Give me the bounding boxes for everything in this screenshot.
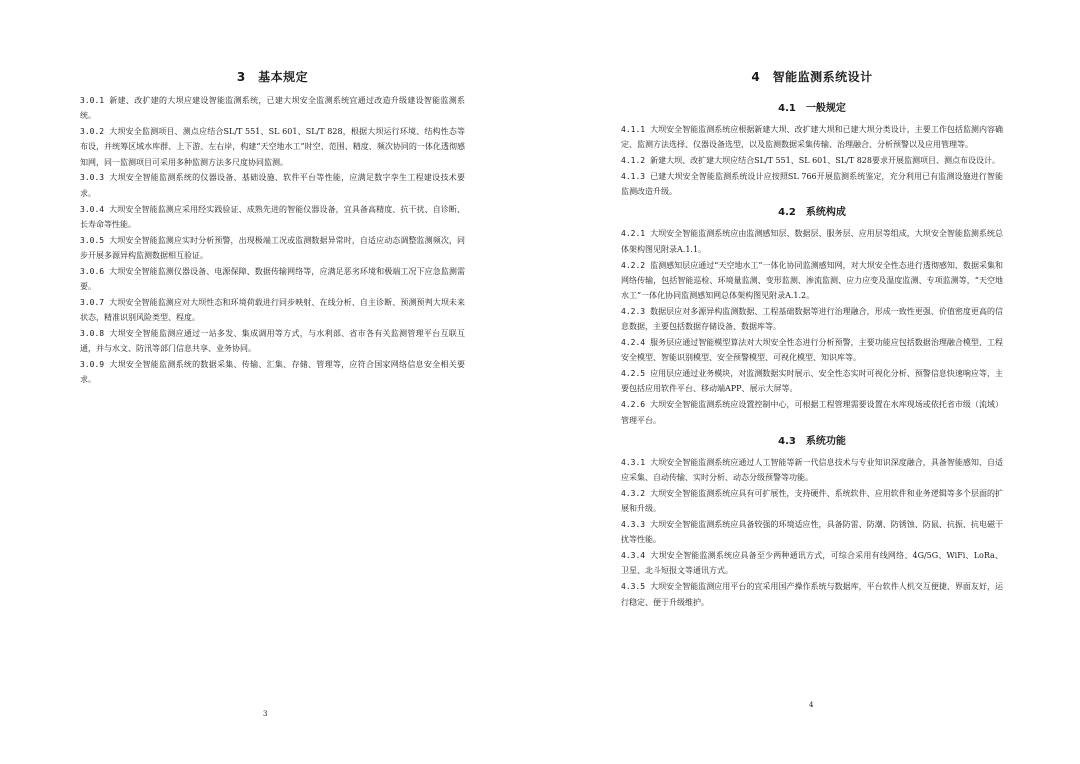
clause-text: 大坝安全智能监测应对大坝性态和环境荷载进行同步映射、在线分析、自主诊断、预测预判大坝未来状态，精准识别风险类型、程度。 — [80, 297, 465, 323]
clause-text: 大坝安全监测项目、测点应结合SL/T 551、SL 601、SL/T 828，根据大坝运行环境、结构性态等布设，并统筹区域水库群、上下游、左右岸，构建“天空地水工”时空、范围、精度、频次协同的一体化透彻感知网，同一监测项目可采用多种监测方法多尺度协同监测。 — [80, 127, 465, 167]
clause — [621, 548, 1003, 579]
clause-text: 大坝安全智能监测系统应具有可扩展性，支持硬件、系统软件、应用软件和业务逻辑等多个层面的扩展和升级。 — [621, 488, 1003, 514]
clause-number: 4.2.5 — [621, 369, 646, 379]
clause-text: 大坝安全智能监测系统应根据新建大坝、改扩建大坝和已建大坝分类设计，主要工作包括监测内容确定、监测方法选择、仪器设备选型，以及监测数据采集传输、治理融合、分析预警以及应用管理等。 — [621, 125, 1003, 150]
clause — [621, 579, 1003, 610]
chapter-title: 3 基本规定 — [236, 70, 309, 84]
right-page — [621, 0, 1003, 764]
clause-number: 4.3.1 — [621, 457, 646, 467]
clause-text: 大坝安全智能监测系统的仪器设备、基础设施、软件平台等性能，应满足数字孪生工程建设技术要求。 — [80, 173, 465, 198]
clause-text: 应用层应通过业务模块，对监测数据实时展示、安全性态实时可视化分析、预警信息快速响应等，主要包括应用软件平台、移动端APP、展示大屏等。 — [621, 369, 1003, 394]
left-clauses — [80, 93, 465, 388]
clause — [621, 366, 1003, 397]
clause-number: 4.1.3 — [621, 171, 646, 181]
clause-text: 新建大坝、改扩建大坝应结合SL/T 551、SL 601、SL/T 828要求开展监测项目、测点布设设计。 — [650, 156, 1000, 166]
clause-number: 3.0.1 — [80, 96, 105, 105]
clause — [80, 170, 465, 201]
clause — [621, 486, 1003, 517]
left-page — [80, 0, 465, 764]
section-title: 4.1 一般规定 — [778, 103, 846, 114]
clause-number: 3.0.9 — [80, 360, 105, 370]
clause-text: 大坝安全智能监测系统应具备较强的环境适应性，具备防雷、防潮、防锈蚀、防鼠、抗振、抗电磁干扰等性能。 — [621, 520, 1003, 545]
clause-number: 4.2.6 — [621, 400, 646, 410]
clause-number: 4.2.2 — [621, 260, 646, 270]
clause-text: 大坝安全智能监测应实时分析预警，出现极端工况或监测数据异常时，自适应动态调整监测频次，同步开展多源异构监测数据相互验证。 — [80, 235, 465, 260]
clause — [80, 326, 465, 357]
clause — [621, 455, 1003, 486]
clause-text: 大坝安全智能监测应用平台的宜采用国产操作系统与数据库，平台软件人机交互便捷、界面友好，运行稳定、便于升级维护。 — [621, 582, 1003, 607]
clause-text: 大坝安全智能监测应通过一站多发、集成调用等方式，与水利部、省市各有关监测管理平台互联互通，并与水文、防汛等部门信息共享、业务协同。 — [80, 328, 465, 354]
clause — [621, 335, 1003, 366]
clause-text: 大坝安全智能监测仪器设备、电源保障、数据传输网络等，应满足恶劣环境和极端工况下应急监测需要。 — [80, 266, 465, 292]
clause-text: 新建、改扩建的大坝应建设智能监测系统，已建大坝安全监测系统宜通过改造升级建设智能监测系统。 — [80, 96, 465, 121]
clause-number: 4.3.3 — [621, 520, 646, 530]
clause — [80, 93, 465, 124]
clause — [621, 304, 1003, 335]
clause-number: 3.0.8 — [80, 328, 105, 338]
clause — [80, 264, 465, 295]
clause-number: 4.2.4 — [621, 338, 646, 348]
clause-number: 3.0.5 — [80, 235, 105, 245]
clause-text: 监测感知层应通过“天空地水工”一体化协同监测感知网，对大坝安全性态进行透彻感知、数据采集和网络传输，包括智能巡检、环境量监测、变形监测、渗流监测、应力应变及温度监测、专项监测等，“天空地水工”一体化协同监测感知网总体架构图见附录A.1.2。 — [621, 260, 1003, 301]
clause-number: 4.3.4 — [621, 551, 646, 561]
clause-text: 大坝安全智能监测系统应设置控制中心，可根据工程管理需要设置在水库现场或依托省市级（流域）管理平台。 — [621, 400, 1003, 425]
page-number: 3 — [263, 710, 268, 718]
clause — [621, 517, 1003, 548]
clause-number: 4.2.1 — [621, 229, 646, 239]
clause-number: 4.1.1 — [621, 125, 646, 134]
clause-number: 3.0.2 — [80, 127, 105, 137]
page-number: 4 — [809, 701, 814, 709]
clause — [80, 202, 465, 233]
clause-text: 大坝安全智能监测系统应具备至少两种通讯方式，可综合采用有线网络、4G/5G、WiFi、LoRa、卫星、北斗短报文等通讯方式。 — [621, 551, 1003, 576]
clause-text: 大坝安全智能监测系统的数据采集、传输、汇集、存储、管理等，应符合国家网络信息安全相关要求。 — [80, 360, 465, 385]
clause-text: 大坝安全智能监测应采用经实践验证、成熟先进的智能仪器设备，宜具备高精度、抗干扰、自诊断、长寿命等性能。 — [80, 204, 465, 229]
clause — [621, 122, 1003, 153]
clause-number: 4.3.2 — [621, 488, 646, 498]
clause-number: 3.0.3 — [80, 173, 105, 183]
clause — [621, 258, 1003, 304]
clause-number: 3.0.7 — [80, 297, 105, 307]
clause-number: 4.3.5 — [621, 582, 646, 592]
clause — [80, 124, 465, 170]
clause — [621, 169, 1003, 200]
clause-text: 数据层应对多源异构监测数据、工程基础数据等进行治理融合，形成一致性更强、价值密度更高的信息数据，主要包括数据存储设备、数据库等。 — [621, 306, 1003, 332]
clause-text: 已建大坝安全智能监测系统设计应按照SL 766开展监测系统鉴定，充分利用已有监测设施进行智能监测改造升级。 — [621, 171, 1003, 197]
section-title: 4.3 系统功能 — [778, 435, 846, 447]
clause-text: 服务层应通过智能模型算法对大坝安全性态进行分析预警，主要功能应包括数据治理融合模型、工程安全模型、智能识别模型、安全预警模型、可视化模型、知识库等。 — [621, 338, 1003, 363]
clause — [80, 233, 465, 264]
clause — [80, 295, 465, 326]
section-title: 4.2 系统构成 — [778, 207, 846, 219]
clause-number: 3.0.6 — [80, 266, 105, 276]
clause-text: 大坝安全智能监测系统应通过人工智能等新一代信息技术与专业知识深度融合，具备智能感知、自适应采集、自动传输、实时分析、动态分级预警等功能。 — [621, 457, 1003, 483]
clause — [621, 153, 1003, 168]
clause — [621, 226, 1003, 257]
clause — [80, 357, 465, 388]
clause-number: 3.0.4 — [80, 204, 105, 214]
clause-number: 4.2.3 — [621, 306, 646, 316]
clause-number: 4.1.2 — [621, 156, 646, 166]
chapter-title: 4 智能监测系统设计 — [751, 70, 873, 84]
clause-text: 大坝安全智能监测系统应由监测感知层、数据层、服务层、应用层等组成，大坝安全智能监测系统总体架构图见附录A.1.1。 — [621, 229, 1003, 254]
clause — [621, 397, 1003, 428]
right-sections — [621, 95, 1003, 610]
